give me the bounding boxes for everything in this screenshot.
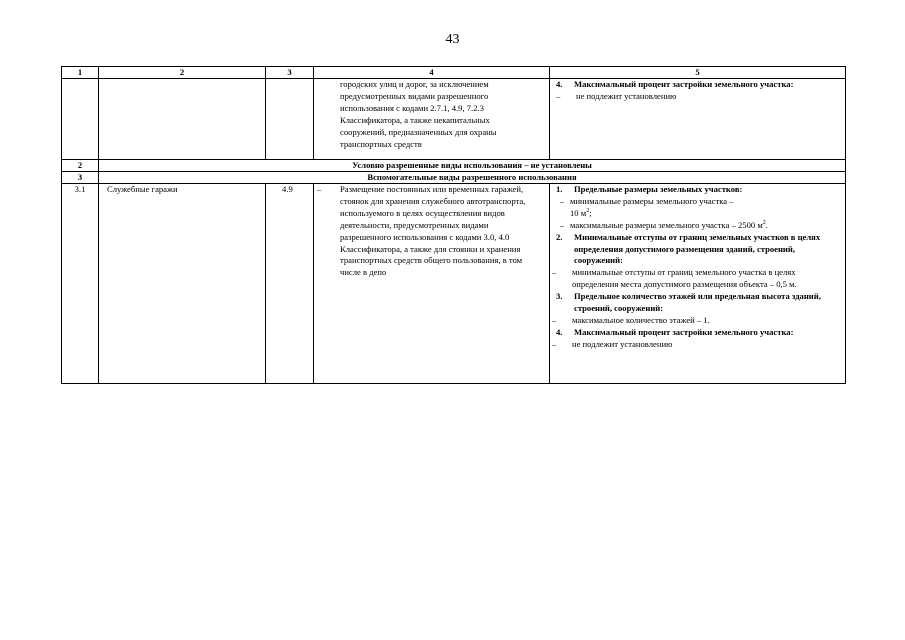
header-cell-3: 3 (266, 67, 314, 79)
item-number: 3. (556, 291, 563, 302)
parameter-3-heading (556, 291, 841, 315)
item-heading: Предельные размеры земельных участков: (574, 184, 743, 194)
section-3-number: 3 (62, 172, 99, 184)
dash-marker: – (552, 314, 557, 325)
parameter-1-min (556, 196, 841, 220)
continuation-row (62, 79, 846, 160)
dash-marker: – (560, 219, 565, 230)
row-number: 3.1 (62, 184, 99, 384)
parameter-2-heading (556, 232, 841, 268)
item-text: максимальное количество этажей – 1. (572, 314, 710, 325)
item-number: 4. (556, 79, 563, 89)
dash-marker: – (552, 267, 557, 278)
min-size-label: минимальные размеры земельного участка – (570, 195, 734, 206)
cont-cell-2 (99, 79, 266, 160)
header-cell-2: 2 (99, 67, 266, 79)
item-text: максимальные размеры земельного участка – 2500 $м^2$. (570, 219, 768, 230)
cont-cell-4 (314, 79, 550, 160)
description-text: Размещение постоянных или временных гаражей, стоянок для хранения служебного автотранспорта, используемого в целях осуществления видов деятельности, предусмотренных видами разрешенного использования с кодами 3.0, 4.0 Классификатора, а также для стоянки и хранения транспортных средств общего пользования, в том числе в депо (340, 184, 526, 278)
min-size-value: 10 $м^2$; (570, 207, 592, 218)
item-text: минимальные отступы от границ земельного участка в целях определения места допустимого размещения объекта – 0,5 м. (572, 267, 797, 290)
cont-line: городских улиц и дорог, за исключением (340, 79, 489, 89)
header-cell-4: 4 (314, 67, 550, 79)
page-number: 43 (445, 32, 460, 47)
cont-requirement-heading (556, 79, 842, 91)
item-text (570, 196, 841, 220)
item-heading: Максимальный процент застройки земельного участка: (574, 79, 794, 89)
cont-cell-5 (550, 79, 846, 160)
item-heading: Максимальный процент застройки земельного участка: (574, 326, 794, 337)
parameter-4-heading (556, 327, 841, 339)
cont-line: сооружений, предназначенных для охраны (340, 126, 497, 137)
item-text: не подлежит установлению (572, 338, 673, 349)
parameter-4-value (552, 339, 841, 351)
use-code: 4.9 (266, 184, 314, 384)
cont-line: использования с кодами 2.7.1, 4.9, 7.2.3 (340, 102, 484, 113)
item-text: не подлежит установлению (576, 90, 677, 101)
parameter-1-max (556, 220, 841, 232)
cont-line: предусмотренных видами разрешенного (340, 90, 489, 101)
parameters-cell (550, 184, 846, 384)
section-2-row (62, 160, 846, 172)
header-row (62, 67, 846, 79)
cont-cell-1 (62, 79, 99, 160)
use-name: Служебные гаражи (99, 184, 266, 384)
header-cell-5: 5 (550, 67, 846, 79)
dash-marker: – (552, 338, 557, 349)
dash-marker: – (560, 195, 565, 206)
parameter-2-value (552, 267, 841, 291)
item-heading: Предельное количество этажей или предельная высота зданий, строений, сооружений: (574, 291, 821, 314)
use-description-cell (314, 184, 550, 384)
dash-marker: – (317, 184, 322, 194)
item-number: 4. (556, 326, 563, 337)
cont-requirement-value (556, 91, 842, 103)
section-3-title: Вспомогательные виды разрешенного использования (99, 172, 846, 184)
cont-line: транспортных средств (340, 138, 422, 149)
header-cell-1: 1 (62, 67, 99, 79)
item-heading: Минимальные отступы от границ земельных участков в целях определения допустимого размещения зданий, строений, сооружений: (574, 231, 821, 266)
section-2-title: Условно разрешенные виды использования – не установлены (99, 160, 846, 172)
section-2-number: 2 (62, 160, 99, 172)
land-use-table (61, 66, 846, 384)
item-number: 2. (556, 231, 563, 242)
row-3-1 (62, 184, 846, 384)
section-3-row (62, 172, 846, 184)
parameter-3-value (552, 315, 841, 327)
parameter-1-heading (556, 184, 841, 196)
cont-cell-3 (266, 79, 314, 160)
dash-marker: – (556, 90, 561, 101)
item-number: 1. (556, 184, 563, 194)
use-description (317, 184, 537, 279)
cont-line: Классификатора, а также некапитальных (340, 114, 490, 125)
